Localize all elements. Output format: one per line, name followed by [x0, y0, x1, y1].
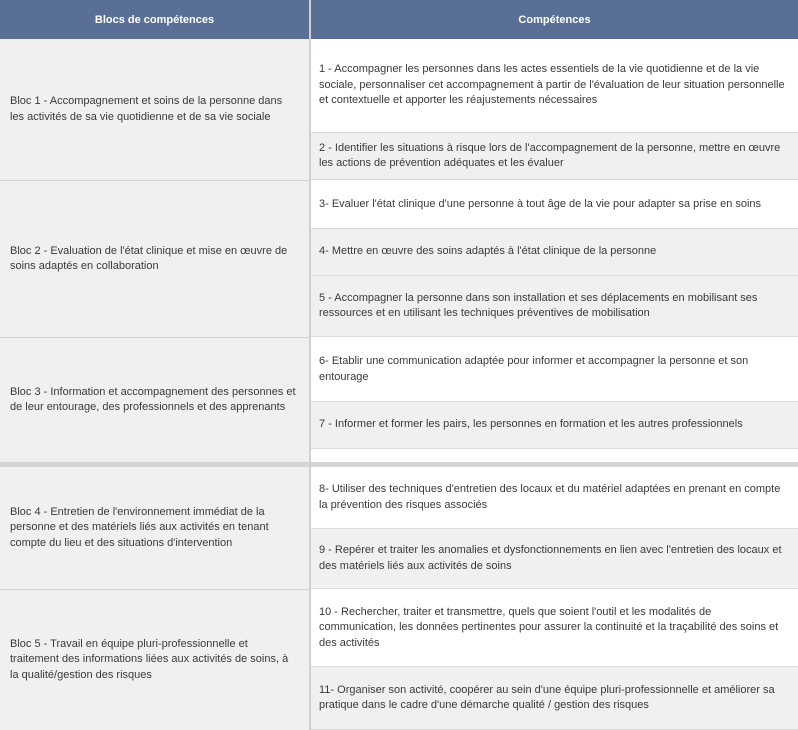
competence-10: 10 - Rechercher, traiter et transmettre, quels que soient l'outil et les modalités de communication, les données pertinentes pour assurer la continuité et la traçabilité des soins et des activités: [311, 590, 798, 667]
competence-11: 11- Organiser son activité, coopérer au sein d'une équipe pluri-professionnelle et améliorer sa pratique dans le cadre d'une démarche qualité / gestion des risques: [311, 667, 798, 730]
competence-8: 8- Utiliser des techniques d'entretien des locaux et du matériel adaptées en prenant en compte la prévention des risques associés: [311, 467, 798, 529]
bloc-1: Bloc 1 - Accompagnement et soins de la personne dans les activités de sa vie quotidienne et de sa vie sociale: [0, 39, 309, 180]
competence-6: 6- Etablir une communication adaptée pour informer et accompagner la personne et son entourage: [311, 338, 798, 402]
empty-row: [311, 449, 798, 462]
competence-9: 9 - Repérer et traiter les anomalies et dysfonctionnements en lien avec l'entretien des locaux et des matériels liés aux activités de soins: [311, 529, 798, 589]
bloc-5: Bloc 5 - Travail en équipe pluri-professionnelle et traitement des informations liées aux activités de soins, à la qualité/gestion des risques: [0, 590, 309, 730]
competence-4: 4- Mettre en œuvre des soins adaptés à l'état clinique de la personne: [311, 229, 798, 276]
bloc-2: Bloc 2 - Evaluation de l'état clinique et mise en œuvre de soins adaptés en collaboration: [0, 181, 309, 337]
header-blocs: Blocs de compétences: [0, 0, 309, 39]
competence-1: 1 - Accompagner les personnes dans les actes essentiels de la vie quotidienne et de la vie sociale, personnaliser cet accompagnement à partir de l'évaluation de leur situation personnelle et contextuelle et apporter les réajustements nécessaires: [311, 39, 798, 133]
bloc-4: Bloc 4 - Entretien de l'environnement immédiat de la personne et des matériels liés aux activités en tenant compte du lieu et des situations d'intervention: [0, 467, 309, 589]
competence-2: 2 - Identifier les situations à risque lors de l'accompagnement de la personne, mettre en œuvre les actions de prévention adéquates et les évaluer: [311, 133, 798, 180]
competence-3: 3- Evaluer l'état clinique d'une personne à tout âge de la vie pour adapter sa prise en soins: [311, 181, 798, 229]
competence-5: 5 - Accompagner la personne dans son installation et ses déplacements en mobilisant ses ressources et en utilisant les techniques préventives de mobilisation: [311, 276, 798, 337]
header-competences: Compétences: [311, 0, 798, 39]
competence-7: 7 - Informer et former les pairs, les personnes en formation et les autres professionnels: [311, 402, 798, 449]
bloc-3: Bloc 3 - Information et accompagnement des personnes et de leur entourage, des professionnels et des apprenants: [0, 338, 309, 462]
